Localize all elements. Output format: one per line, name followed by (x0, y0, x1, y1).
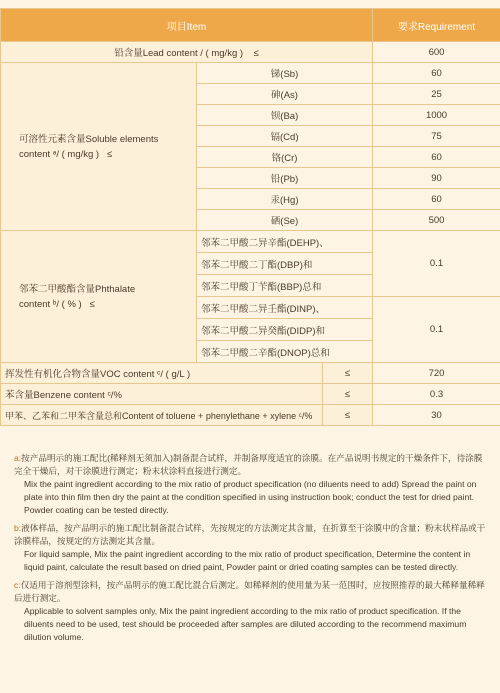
element-value: 500 (373, 210, 500, 231)
element-name: 铬(Cr) (197, 147, 373, 168)
element-name: 硒(Se) (197, 210, 373, 231)
phthalate-group1-value: 0.1 (373, 231, 500, 297)
footnote-a (14, 452, 490, 517)
element-value: 60 (373, 63, 500, 84)
soluble-label-unit: content ᵃ/ ( mg/kg ) (19, 148, 100, 160)
footnotes (14, 452, 490, 649)
phthalate-group2-value: 0.1 (373, 297, 500, 363)
element-name: 汞(Hg) (197, 189, 373, 210)
footnote-c (14, 579, 490, 644)
element-value: 90 (373, 168, 500, 189)
footnote-b (14, 522, 490, 574)
footnote-a-en: Mix the paint ingredient according to the mix ratio of product specification (no diluents need to add) Spread the paint on plate into thin film then dry the paint at the condition specified in using instruction book; conduct the test for dried paint. Powder coating can be tested directly. (24, 479, 477, 515)
footnote-c-cn-text: 仅适用于溶剂型涂料，按产品明示的施工配比混合后测定。如稀释剂的使用量为某一范围时，应按照推荐的最大稀释量稀释后进行测定。 (14, 580, 485, 603)
phthalate-name: 邻苯二甲酸丁苄酯(BBP)总和 (197, 275, 373, 297)
footnote-b-en: For liquid sample, Mix the paint ingredient according to the mix ratio of product specification, Determine the content in liquid paint, calculate the result based on dried paint, Powder paint or dried coating samples can be tested directly. (24, 549, 471, 572)
footnote-c-cn (14, 579, 490, 605)
soluble-label (1, 63, 197, 231)
lead-label-text: 铅含量Lead content / ( mg/kg ) (114, 48, 244, 59)
phthalate-label-line2 (5, 297, 192, 312)
phthalate-cmp: ≤ (89, 298, 95, 310)
element-value: 25 (373, 84, 500, 105)
element-name: 锑(Sb) (197, 63, 373, 84)
element-value: 60 (373, 147, 500, 168)
footnote-marker: b: (14, 523, 22, 533)
soluble-label-line1: 可溶性元素含量Soluble elements (19, 133, 159, 145)
lead-value: 600 (373, 42, 500, 63)
phthalate-label-unit: content ᵇ/ ( % ) (19, 298, 82, 310)
header-item: 项目Item (1, 9, 373, 42)
phthalate-name: 邻苯二甲酸二丁酯(DBP)和 (197, 253, 373, 275)
soluble-label-line2 (5, 147, 192, 162)
footnote-a-cn-text: 按产品明示的施工配比(稀释剂无须加入)制备混合试样，并制备厚度适宜的涂膜。在产品说明书规定的干燥条件下，待涂膜完全干燥后，对干涂膜进行测定；粉末状涂料直接进行测定。 (14, 453, 483, 476)
phthalate-name: 邻苯二甲酸二辛酯(DNOP)总和 (197, 341, 373, 363)
toluene-label: 甲苯、乙苯和二甲苯含量总和Content of toluene + phenylethane + xylene ᶜ/% (1, 405, 323, 426)
benzene-label: 苯含量Benzene content ᶜ/% (1, 384, 323, 405)
element-name: 钡(Ba) (197, 105, 373, 126)
element-name: 铅(Pb) (197, 168, 373, 189)
phthalate-name: 邻苯二甲酸二异癸酯(DIDP)和 (197, 319, 373, 341)
table-row (1, 42, 500, 63)
table-row (1, 231, 500, 253)
element-value: 60 (373, 189, 500, 210)
phthalate-name: 邻苯二甲酸二异壬酯(DINP)、 (197, 297, 373, 319)
lead-cmp: ≤ (253, 48, 259, 59)
toluene-cmp: ≤ (323, 405, 373, 426)
requirements-table (0, 8, 500, 426)
table-row (1, 405, 500, 426)
table-row (1, 63, 500, 84)
header-requirement: 要求Requirement (373, 9, 500, 42)
voc-cmp: ≤ (323, 363, 373, 384)
element-value: 1000 (373, 105, 500, 126)
element-name: 镉(Cd) (197, 126, 373, 147)
benzene-value: 0.3 (373, 384, 500, 405)
voc-value: 720 (373, 363, 500, 384)
benzene-cmp: ≤ (323, 384, 373, 405)
element-value: 75 (373, 126, 500, 147)
voc-label: 挥发性有机化合物含量VOC content ᶜ/ ( g/L ) (1, 363, 323, 384)
phthalate-label-line1: 邻苯二甲酸酯含量Phthalate (19, 283, 136, 295)
footnote-b-cn (14, 522, 490, 548)
toluene-value: 30 (373, 405, 500, 426)
table-row (1, 384, 500, 405)
footnote-c-en: Applicable to solvent samples only, Mix the paint ingredient according to the mix ratio of product specification. If the diluents need to be used, test should be proceeded after samples are diluted according to the recommend maximum dilution volume. (24, 606, 467, 642)
soluble-cmp: ≤ (107, 148, 113, 160)
phthalate-label (1, 231, 197, 363)
footnote-a-cn (14, 452, 490, 478)
element-name: 砷(As) (197, 84, 373, 105)
footnote-marker: c: (14, 580, 21, 590)
lead-label (1, 42, 373, 63)
footnote-marker: a: (14, 453, 22, 463)
footnote-b-cn-text: 液体样品，按产品明示的施工配比制备混合试样，先按规定的方法测定其含量，在折算至干涂膜中的含量；粉末状样品或干涂膜样品，按规定的方法测定其含量。 (14, 523, 486, 546)
table-header-row (1, 9, 500, 42)
table-row (1, 363, 500, 384)
phthalate-name: 邻苯二甲酸二异辛酯(DEHP)、 (197, 231, 373, 253)
